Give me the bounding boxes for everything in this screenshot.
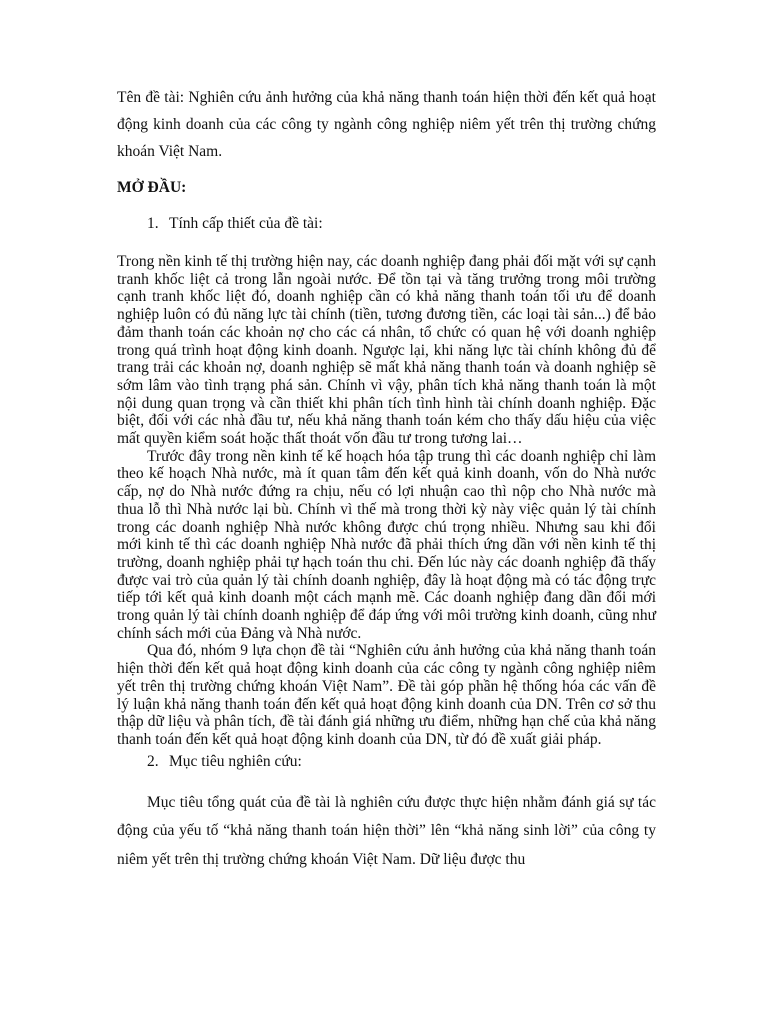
list-number: 1. — [147, 215, 159, 232]
list-label: Tính cấp thiết của đề tài: — [169, 215, 323, 232]
numbered-heading-1 — [147, 213, 656, 235]
paragraph-objective-1: Mục tiêu tổng quát của đề tài là nghiên cứu được thực hiện nhằm đánh giá sự tác động của yếu tố “khả năng thanh toán hiện thời” lên “khả năng sinh lời” của công ty niêm yết trên thị trường chứng khoán Việt Nam. Dữ liệu được thu — [117, 793, 656, 868]
paragraph-urgency-3: Qua đó, nhóm 9 lựa chọn đề tài “Nghiên cứu ảnh hưởng của khả năng thanh toán hiện thời đến kết quả hoạt động kinh doanh của các công ty ngành công nghiệp niêm yết trên thị trường chứng khoán Việt Nam”. Đề tài góp phần hệ thống hóa các vấn đề lý luận khả năng thanh toán đến kết quả hoạt động kinh doanh của DN. Trên cơ sở thu thập dữ liệu và phân tích, đề tài đánh giá những ưu điểm, những hạn chế của khả năng thanh toán đến kết quả hoạt động kinh doanh của DN, từ đó đề xuất giải pháp. — [117, 642, 656, 748]
list-label: Mục tiêu nghiên cứu: — [169, 752, 302, 770]
document-title: Tên đề tài: Nghiên cứu ảnh hưởng của khả năng thanh toán hiện thời đến kết quả hoạt động kinh doanh của các công ty ngành công nghiệp niêm yết trên thị trường chứng khoán Việt Nam. — [117, 89, 656, 160]
numbered-heading-2 — [147, 751, 656, 773]
paragraph-urgency-2: Trước đây trong nền kinh tế kế hoạch hóa tập trung thì các doanh nghiệp chỉ làm theo kế hoạch Nhà nước, mà ít quan tâm đến kết quả kinh doanh, vốn do Nhà nước cấp, nợ do Nhà nước đứng ra chịu, nếu có lợi nhuận cao thì nộp cho Nhà nước mà thua lỗ thì Nhà nước lại bù. Chính vì thế mà trong thời kỳ này việc quản lý tài chính trong các doanh nghiệp Nhà nước không được chú trọng nhiều. Nhưng sau khi đổi mới kinh tế thì các doanh nghiệp Nhà nước đã phải thích ứng dần với nền kinh tế thị trường, doanh nghiệp phải tự hạch toán thu chi. Đến lúc này các doanh nghiệp đã thấy được vai trò của quản lý tài chính doanh nghiệp, đây là hoạt động mà có tác động trực tiếp tới kết quả kinh doanh một cách mạnh mẽ. Các doanh nghiệp đang dần đổi mới trong quản lý tài chính doanh nghiệp để đáp ứng với môi trường kinh doanh, cũng như chính sách mới của Đảng và Nhà nước. — [117, 447, 656, 642]
list-number: 2. — [147, 752, 159, 770]
paragraph-urgency-1: Trong nền kinh tế thị trường hiện nay, các doanh nghiệp đang phải đối mặt với sự cạnh tranh khốc liệt cả trong lẫn ngoài nước. Để tồn tại và tăng trưởng trong môi trường cạnh tranh khốc liệt đó, doanh nghiệp cần có khả năng thanh toán tối ưu để doanh nghiệp luôn có đủ năng lực tài chính (tiền, tương đương tiền, các loại tài sản...) để bảo đảm thanh toán các khoản nợ cho các cá nhân, tổ chức có quan hệ với doanh nghiệp trong quá trình hoạt động kinh doanh. Ngược lại, khi năng lực tài chính không đủ để trang trải các khoản nợ, doanh nghiệp sẽ mất khả năng thanh toán và doanh nghiệp sẽ sớm lâm vào tình trạng phá sản. Chính vì vậy, phân tích khả năng thanh toán là một nội dung quan trọng và cần thiết khi phân tích tình hình tài chính doanh nghiệp. Đặc biệt, đối với các nhà đầu tư, nếu khả năng thanh toán kém cho thấy dấu hiệu của việc mất quyền kiểm soát hoặc thất thoát vốn đầu tư trong tương lai… — [117, 253, 656, 448]
section-heading: MỞ ĐẦU: — [117, 179, 187, 196]
